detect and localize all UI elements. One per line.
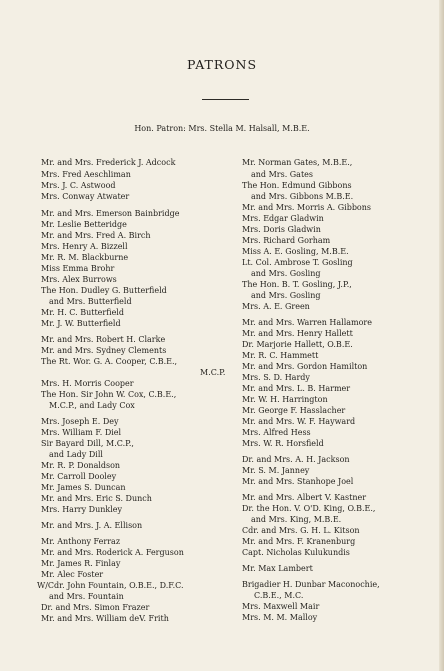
left-entry: Mr. J. W. Butterfield <box>41 319 121 328</box>
left-entry: Mr. James R. Finlay <box>41 559 121 568</box>
left-entry: Mrs. William F. Diel <box>41 428 122 437</box>
left-entry: The Hon. Sir John W. Cox, C.B.E., <box>41 390 177 399</box>
left-entry: W/Cdr. John Fountain, O.B.E., D.F.C. <box>37 581 184 590</box>
left-entry: Mrs. Conway Atwater <box>41 192 130 201</box>
page-title: PATRONS <box>186 57 258 72</box>
right-entry: Mrs. Edgar Gladwin <box>242 214 324 223</box>
right-entry: Mr. and Mrs. F. Kranenburg <box>242 537 356 546</box>
left-entry: Mrs. Alex Burrows <box>41 275 117 284</box>
left-entry: Mr. and Mrs. Eric S. Dunch <box>41 494 152 503</box>
right-entry: Mrs. Doris Gladwin <box>242 225 321 234</box>
left-entry: Mrs. Fred Aeschliman <box>41 170 131 179</box>
right-entry: Mrs. A. E. Green <box>242 302 310 311</box>
left-entry: Mr. and Mrs. William deV. Frith <box>41 614 169 623</box>
right-entry: Dr. the Hon. V. O'D. King, O.B.E., <box>242 504 376 513</box>
left-entry: Mrs. H. Morris Cooper <box>41 379 134 388</box>
left-entry: Mr. and Mrs. Robert H. Clarke <box>41 335 166 344</box>
left-entry: Mr. Anthony Ferraz <box>41 537 121 546</box>
right-entry: and Mrs. King, M.B.E. <box>251 515 342 524</box>
right-entry: Mr. Norman Gates, M.B.E., <box>242 158 353 167</box>
right-entry: Mr. and Mrs. Morris A. Gibbons <box>242 203 372 212</box>
left-entry: Mr. and Mrs. Frederick J. Adcock <box>41 158 176 167</box>
left-entry: The Hon. Dudley G. Butterfield <box>41 286 167 295</box>
right-entry: Mr. S. M. Janney <box>242 466 310 475</box>
right-entry: C.B.E., M.C. <box>254 591 304 600</box>
left-entry: Mrs. Joseph E. Dey <box>41 417 119 426</box>
right-entry: Brigadier H. Dunbar Maconochie, <box>242 580 380 589</box>
left-entry: Mr. and Mrs. Sydney Clements <box>41 346 167 355</box>
right-entry: Mrs. W. R. Horsfield <box>242 439 324 448</box>
right-entry: Mr. and Mrs. L. B. Harmer <box>242 384 351 393</box>
right-entry: Mr. and Mrs. Gordon Hamilton <box>242 362 368 371</box>
left-entry: Mr. James S. Duncan <box>41 483 126 492</box>
right-entry: and Mrs. Gosling <box>251 269 321 278</box>
right-entry: Miss A. E. Gosling, M.B.E. <box>242 247 349 256</box>
right-entry: and Mrs. Gibbons M.B.E. <box>251 192 354 201</box>
left-entry: Dr. and Mrs. Simon Frazer <box>41 603 150 612</box>
left-entry: Mr. R. P. Donaldson <box>41 461 121 470</box>
right-entry: Dr. and Mrs. A. H. Jackson <box>242 455 350 464</box>
left-entry: Mrs. Harry Dunkley <box>41 505 123 514</box>
left-entry: Mrs. J. C. Astwood <box>41 181 116 190</box>
left-entry: Mr. R. M. Blackburne <box>41 253 129 262</box>
right-entry: The Hon. B. T. Gosling, J.P., <box>242 280 352 289</box>
right-entry: Mrs. Maxwell Mair <box>242 602 320 611</box>
right-entry: Mr. Max Lambert <box>242 564 313 573</box>
left-entry: Miss Emma Brohr <box>41 264 115 273</box>
right-entry: Mr. and Mrs. Warren Hallamore <box>242 318 372 327</box>
left-entry: The Rt. Wor. G. A. Cooper, C.B.E., <box>41 357 178 366</box>
title-divider <box>202 99 249 100</box>
left-entry: Mr. Leslie Betteridge <box>41 220 127 229</box>
right-entry: Capt. Nicholas Kulukundis <box>242 548 350 557</box>
right-entry: Lt. Col. Ambrose T. Gosling <box>242 258 353 267</box>
left-entry: Mr. and Mrs. Fred A. Birch <box>41 231 151 240</box>
left-entry: M.C.P. <box>200 368 226 377</box>
honorary-patron: Hon. Patron: Mrs. Stella M. Halsall, M.B.E. <box>134 124 310 133</box>
right-entry: The Hon. Edmund Gibbons <box>242 181 352 190</box>
right-entry: Mr. and Mrs. Albert V. Kastner <box>242 493 367 502</box>
left-entry: Mr. Carroll Dooley <box>41 472 117 481</box>
left-entry: Mr. H. C. Butterfield <box>41 308 124 317</box>
right-entry: Mrs. M. M. Malloy <box>242 613 318 622</box>
right-entry: Dr. Marjorie Hallett, O.B.E. <box>242 340 353 349</box>
page-edge-shadow <box>439 0 444 671</box>
right-entry: and Mrs. Gosling <box>251 291 321 300</box>
right-entry: Mrs. S. D. Hardy <box>242 373 310 382</box>
right-entry: Mrs. Alfred Hess <box>242 428 311 437</box>
right-entry: Mr. and Mrs. W. F. Hayward <box>242 417 356 426</box>
left-entry: Mrs. Henry A. Bizzell <box>41 242 128 251</box>
left-entry: and Mrs. Fountain <box>49 592 124 601</box>
right-entry: Mr. George F. Hasslacher <box>242 406 346 415</box>
left-entry: and Lady Dill <box>49 450 103 459</box>
left-entry: Mr. Alec Foster <box>41 570 104 579</box>
left-entry: Mr. and Mrs. Emerson Bainbridge <box>41 209 180 218</box>
right-entry: Mr. W. H. Harrington <box>242 395 328 404</box>
right-entry: Mrs. Richard Gorham <box>242 236 331 245</box>
left-entry: M.C.P., and Lady Cox <box>49 401 135 410</box>
left-entry: and Mrs. Butterfield <box>49 297 132 306</box>
right-entry: and Mrs. Gates <box>251 170 314 179</box>
right-entry: Cdr. and Mrs. G. H. L. Kitson <box>242 526 360 535</box>
right-entry: Mr. and Mrs. Henry Hallett <box>242 329 353 338</box>
left-entry: Mr. and Mrs. Roderick A. Ferguson <box>41 548 184 557</box>
right-entry: Mr. R. C. Hammett <box>242 351 319 360</box>
right-entry: Mr. and Mrs. Stanhope Joel <box>242 477 354 486</box>
left-entry: Sir Bayard Dill, M.C.P., <box>41 439 134 448</box>
left-entry: Mr. and Mrs. J. A. Ellison <box>41 521 143 530</box>
